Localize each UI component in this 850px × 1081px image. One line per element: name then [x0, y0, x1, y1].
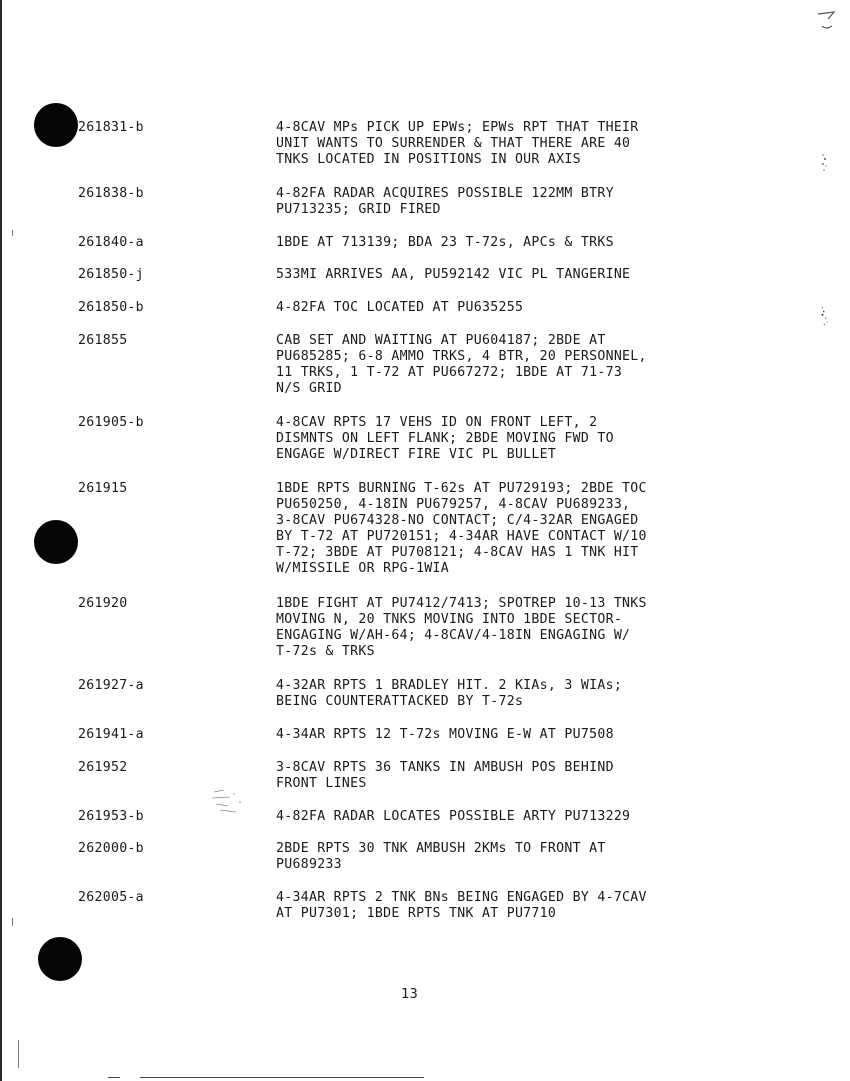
entry-time: 261838-b: [78, 186, 144, 201]
entry-line: 4-8CAV MPs PICK UP EPWs; EPWs RPT THAT THEIR: [276, 120, 639, 135]
entry-line: AT PU7301; 1BDE RPTS TNK AT PU7710: [276, 906, 557, 921]
entry-line: 2BDE RPTS 30 TNK AMBUSH 2KMs TO FRONT AT: [276, 841, 606, 856]
entry-time: 262005-a: [78, 890, 144, 905]
entry-time: 261915: [78, 481, 128, 496]
entry-line: T-72s & TRKS: [276, 644, 375, 659]
entry-line: 3-8CAV RPTS 36 TANKS IN AMBUSH POS BEHIND: [276, 760, 614, 775]
entry-time: 261927-a: [78, 678, 144, 693]
entry-line: CAB SET AND WAITING AT PU604187; 2BDE AT: [276, 333, 606, 348]
entry-text: [276, 760, 746, 792]
punch-hole-icon: [38, 937, 82, 981]
entry-line: 4-34AR RPTS 12 T-72s MOVING E-W AT PU7508: [276, 727, 614, 742]
margin-tick: [18, 1040, 19, 1068]
entry-text: [276, 596, 746, 660]
entry-time: 261905-b: [78, 415, 144, 430]
footer-rule: [108, 1077, 120, 1078]
entry-line: 4-82FA RADAR LOCATES POSSIBLE ARTY PU713229: [276, 809, 631, 824]
entry-line: 3-8CAV PU674328-NO CONTACT; C/4-32AR ENGAGED: [276, 513, 639, 528]
margin-tick: [12, 918, 13, 926]
entry-line: 533MI ARRIVES AA, PU592142 VIC PL TANGERINE: [276, 267, 631, 282]
entry-line: W/MISSILE OR RPG-1WIA: [276, 561, 450, 576]
entry-line: TNKS LOCATED IN POSITIONS IN OUR AXIS: [276, 152, 581, 167]
speckle-mark-icon: [818, 305, 832, 331]
entry-text: [276, 333, 746, 397]
entry-line: 4-32AR RPTS 1 BRADLEY HIT. 2 KIAs, 3 WIAs;: [276, 678, 623, 693]
entry-time: 261953-b: [78, 809, 144, 824]
entry-line: PU689233: [276, 857, 342, 872]
entry-line: UNIT WANTS TO SURRENDER & THAT THERE ARE 40: [276, 136, 631, 151]
entry-line: 1BDE RPTS BURNING T-62s AT PU729193; 2BDE TOC: [276, 481, 647, 496]
entry-time: 261941-a: [78, 727, 144, 742]
entry-line: 4-82FA RADAR ACQUIRES POSSIBLE 122MM BTRY: [276, 186, 614, 201]
entry-text: [276, 727, 746, 743]
entry-text: [276, 120, 746, 168]
entry-text: [276, 415, 746, 463]
entry-text: [276, 186, 746, 218]
entry-text: [276, 235, 746, 251]
footer-rule: [140, 1077, 424, 1078]
entry-line: N/S GRID: [276, 381, 342, 396]
speckle-mark-icon: [818, 150, 832, 176]
punch-hole-icon: [34, 520, 78, 564]
entry-time: 261855: [78, 333, 128, 348]
entry-line: MOVING N, 20 TNKS MOVING INTO 1BDE SECTOR-: [276, 612, 623, 627]
entry-line: 11 TRKS, 1 T-72 AT PU667272; 1BDE AT 71-73: [276, 365, 623, 380]
entry-text: [276, 809, 746, 825]
entry-line: PU685285; 6-8 AMMO TRKS, 4 BTR, 20 PERSONNEL,: [276, 349, 647, 364]
entry-time: 261952: [78, 760, 128, 775]
entry-time: 261850-b: [78, 300, 144, 315]
entry-time: 261831-b: [78, 120, 144, 135]
margin-tick: [12, 230, 13, 236]
entry-text: [276, 300, 746, 316]
entry-line: ENGAGE W/DIRECT FIRE VIC PL BULLET: [276, 447, 557, 462]
entry-line: T-72; 3BDE AT PU708121; 4-8CAV HAS 1 TNK HIT: [276, 545, 639, 560]
entry-line: 4-82FA TOC LOCATED AT PU635255: [276, 300, 524, 315]
entry-text: [276, 890, 746, 922]
entry-line: 1BDE AT 713139; BDA 23 T-72s, APCs & TRKS: [276, 235, 614, 250]
entry-line: PU713235; GRID FIRED: [276, 202, 441, 217]
entry-text: [276, 481, 746, 577]
entry-line: 1BDE FIGHT AT PU7412/7413; SPOTREP 10-13 TNKS: [276, 596, 647, 611]
entry-time: 262000-b: [78, 841, 144, 856]
entry-time: 261920: [78, 596, 128, 611]
entry-line: DISMNTS ON LEFT FLANK; 2BDE MOVING FWD TO: [276, 431, 614, 446]
entry-line: FRONT LINES: [276, 776, 367, 791]
scanner-mark-icon: [814, 6, 838, 32]
entry-time: 261850-j: [78, 267, 144, 282]
entry-line: 4-34AR RPTS 2 TNK BNs BEING ENGAGED BY 4-7CAV: [276, 890, 647, 905]
entry-line: BY T-72 AT PU720151; 4-34AR HAVE CONTACT W/10: [276, 529, 647, 544]
speckle-mark-icon: [210, 786, 250, 816]
entry-line: BEING COUNTERATTACKED BY T-72s: [276, 694, 524, 709]
entry-line: ENGAGING W/AH-64; 4-8CAV/4-18IN ENGAGING W/: [276, 628, 631, 643]
page-left-edge: [0, 0, 5, 1081]
entry-text: [276, 678, 746, 710]
entry-text: [276, 267, 746, 283]
entry-text: [276, 841, 746, 873]
punch-hole-icon: [34, 103, 78, 147]
page-number: 13: [401, 986, 419, 1002]
entry-line: PU650250, 4-18IN PU679257, 4-8CAV PU689233,: [276, 497, 631, 512]
entry-line: 4-8CAV RPTS 17 VEHS ID ON FRONT LEFT, 2: [276, 415, 598, 430]
entry-time: 261840-a: [78, 235, 144, 250]
